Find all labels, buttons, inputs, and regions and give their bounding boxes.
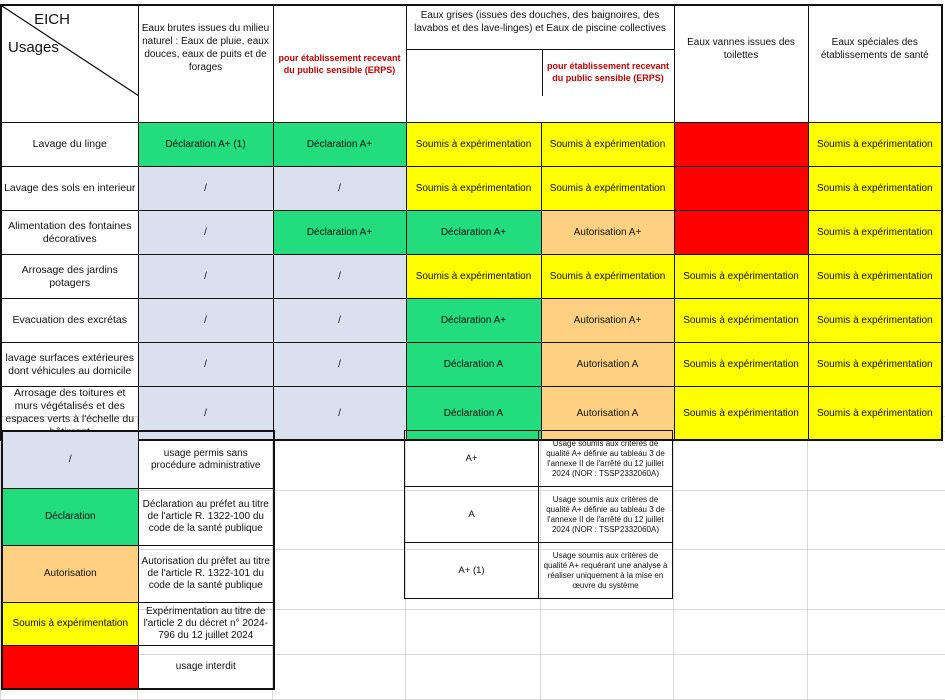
matrix-cell: Soumis à expérimentation: [541, 123, 674, 167]
row-label: Arrosage des toitures et murs végétalisés et des espaces verts à l'échelle du: [1, 387, 138, 441]
matrix-cell: Soumis à expérimentation: [674, 343, 808, 387]
quality-note-key: A+: [405, 431, 539, 487]
legend-description: Déclaration au préfet au titre de l'article R. 1322-100 du code de la santé publique: [138, 489, 274, 546]
legend-description: usage permis sans procédure administrative: [138, 431, 274, 489]
corner-bottom-label: Usages: [8, 39, 59, 56]
legend-swatch: [2, 646, 138, 690]
matrix-cell: Soumis à expérimentation: [808, 343, 942, 387]
matrix-cell: [674, 123, 808, 167]
row-label: Alimentation des fontaines décoratives: [1, 211, 138, 255]
quality-note-key: A: [405, 487, 539, 543]
matrix-cell: Soumis à expérimentation: [674, 255, 808, 299]
matrix-cell: Soumis à expérimentation: [808, 167, 942, 211]
matrix-cell: Autorisation A: [541, 387, 674, 441]
matrix-cell: Soumis à expérimentation: [808, 299, 942, 343]
usage-matrix-table: [0, 4, 943, 441]
matrix-cell: Soumis à expérimentation: [808, 387, 942, 441]
legend-description: Expérimentation au titre de l'article 2 du décret n° 2024-796 du 12 juillet 2024: [138, 603, 274, 646]
matrix-cell: Déclaration A+ (1): [138, 123, 273, 167]
matrix-cell: /: [273, 255, 406, 299]
corner-top-label: EICH: [34, 11, 70, 28]
matrix-cell: Déclaration A+: [273, 123, 406, 167]
table-row: [1, 167, 942, 211]
quality-notes-table: [404, 430, 673, 599]
table-row: [1, 211, 942, 255]
matrix-cell: Soumis à expérimentation: [541, 255, 674, 299]
legend-row: [2, 489, 274, 546]
matrix-cell: Soumis à expérimentation: [808, 211, 942, 255]
quality-note-description: Usage soumis aux critères de qualité A+ définie au tableau 3 de l'annexe II de l'arrêté du 12 juillet 2024 (NOR : TSSP2332060A): [539, 487, 673, 543]
legend-swatch: Autorisation: [2, 546, 138, 603]
quality-note-row: [405, 487, 673, 543]
matrix-cell: Soumis à expérimentation: [808, 123, 942, 167]
matrix-cell: Déclaration A+: [273, 211, 406, 255]
header-eaux-speciales: Eaux spéciales des établissements de santé: [808, 5, 942, 123]
table-row: [1, 123, 942, 167]
table-row: [1, 255, 942, 299]
matrix-cell: /: [138, 387, 273, 441]
table-row: [1, 299, 942, 343]
matrix-cell: Soumis à expérimentation: [406, 255, 541, 299]
row-label: Arrosage des jardins potagers: [1, 255, 138, 299]
matrix-cell: /: [273, 343, 406, 387]
matrix-cell: Soumis à expérimentation: [541, 167, 674, 211]
header-eaux-grises-empty: [407, 50, 543, 96]
matrix-cell: /: [273, 167, 406, 211]
quality-note-row: [405, 543, 673, 599]
matrix-cell: Autorisation A+: [541, 299, 674, 343]
matrix-cell: Autorisation A: [541, 343, 674, 387]
legend-swatch: /: [2, 431, 138, 489]
matrix-cell: /: [273, 387, 406, 441]
legend-row: [2, 603, 274, 646]
quality-note-row: [405, 431, 673, 487]
matrix-cell: [674, 211, 808, 255]
header-eaux-grises-label: Eaux grises (issues des douches, des baignoires, des lavabos et des lave-linges) et Eaux de piscine collectives: [414, 10, 666, 34]
matrix-cell: Soumis à expérimentation: [674, 387, 808, 441]
matrix-cell: /: [138, 167, 273, 211]
matrix-cell: Déclaration A+: [406, 299, 541, 343]
matrix-cell: /: [138, 255, 273, 299]
legend-description: usage interdit: [138, 646, 274, 690]
quality-notes-body: [405, 431, 673, 599]
header-erps-2: pour établissement recevant du public sensible (ERPS): [546, 61, 670, 83]
table-row: [1, 343, 942, 387]
legend-swatch: Déclaration: [2, 489, 138, 546]
header-eaux-vannes: Eaux vannes issues des toilettes: [674, 5, 808, 123]
quality-note-key: A+ (1): [405, 543, 539, 599]
matrix-cell: Soumis à expérimentation: [808, 255, 942, 299]
legend-description: Autorisation du préfet au titre de l'article R. 1322-101 du code de la santé publique: [138, 546, 274, 603]
row-label: Evacuation des excrétas: [1, 299, 138, 343]
matrix-cell: Soumis à expérimentation: [674, 299, 808, 343]
matrix-cell: Soumis à expérimentation: [406, 167, 541, 211]
legend-swatch: Soumis à expérimentation: [2, 603, 138, 646]
row-label: Lavage des sols en interieur: [1, 167, 138, 211]
matrix-cell: Autorisation A+: [541, 211, 674, 255]
legend-row: [2, 646, 274, 690]
quality-note-description: Usage soumis aux critères de qualité A+ requérant une analyse à réaliser uniquement à la mise en œuvre du système: [539, 543, 673, 599]
header-eaux-brutes: Eaux brutes issues du milieu naturel : Eaux de pluie, eaux douces, eaux de puits et de forages: [138, 5, 273, 123]
row-label: Lavage du linge: [1, 123, 138, 167]
matrix-cell: Déclaration A: [406, 343, 541, 387]
corner-header-cell: [1, 5, 138, 123]
legend-body: [2, 431, 274, 689]
header-erps-1: pour établissement recevant du public sensible (ERPS): [273, 5, 406, 123]
header-eaux-grises-sub: [407, 49, 674, 96]
quality-note-description: Usage soumis aux critères de qualité A+ définie au tableau 3 de l'annexe II de l'arrêté du 12 juillet 2024 (NOR : TSSP2332060A): [539, 431, 673, 487]
legend-table: [1, 430, 275, 690]
matrix-cell: /: [138, 343, 273, 387]
matrix-cell: /: [138, 299, 273, 343]
matrix-cell: /: [273, 299, 406, 343]
matrix-cell: /: [138, 211, 273, 255]
legend-row: [2, 546, 274, 603]
matrix-cell: Soumis à expérimentation: [406, 123, 541, 167]
usage-matrix-body: [1, 123, 942, 441]
header-eaux-grises: [406, 5, 674, 123]
matrix-cell: [674, 167, 808, 211]
legend-row: [2, 431, 274, 489]
matrix-cell: Déclaration A+: [406, 211, 541, 255]
row-label: lavage surfaces extérieures dont véhicules au domicile: [1, 343, 138, 387]
matrix-cell: Déclaration A: [406, 387, 541, 441]
